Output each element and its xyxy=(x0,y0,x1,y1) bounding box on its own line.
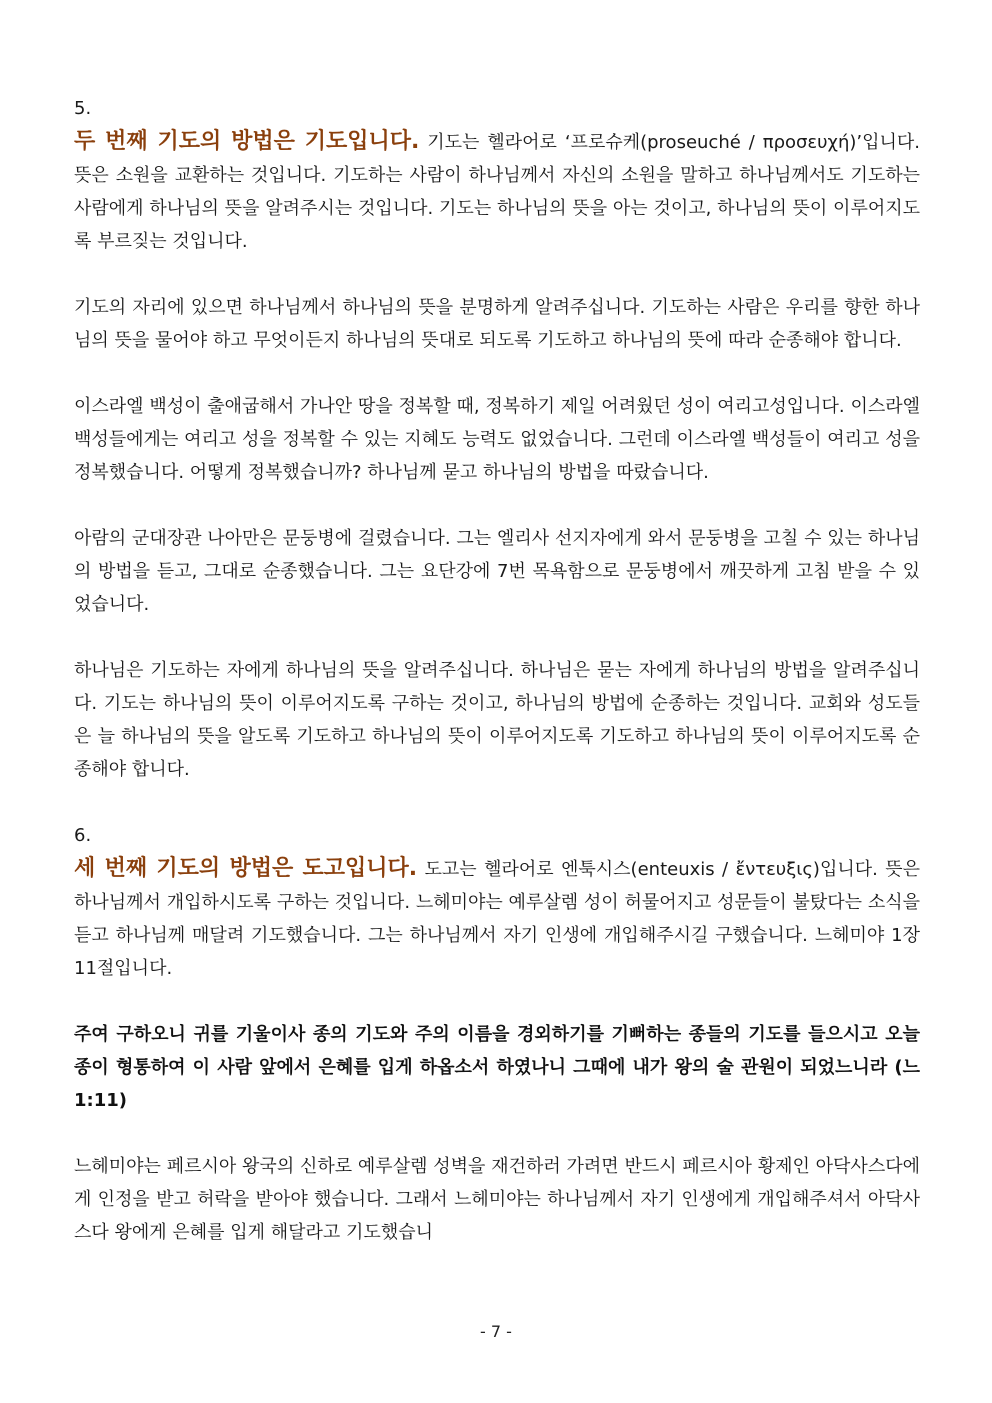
document-page xyxy=(74,92,920,1249)
body-paragraph: 이스라엘 백성이 출애굽해서 가나안 땅을 정복할 때, 정복하기 제일 어려웠던 성이 여리고성입니다. 이스라엘 백성들에게는 여리고 성을 정복할 수 있는 지혜도 능력도 없었습니다. 그런데 이스라엘 백성들이 여리고 성을 정복했습니다. 어떻게 정복했습니까? 하나님께 묻고 하나님의 방법을 따랐습니다. xyxy=(74,396,920,483)
body-paragraph: 기도의 자리에 있으면 하나님께서 하나님의 뜻을 분명하게 알려주십니다. 기도하는 사람은 우리를 향한 하나님의 뜻을 물어야 하고 무엇이든지 하나님의 뜻대로 되도록 기도하고 하나님의 뜻에 따라 순종해야 합니다. xyxy=(74,297,920,351)
scripture-quote: 주여 구하오니 귀를 기울이사 종의 기도와 주의 이름을 경외하기를 기뻐하는 종들의 기도를 들으시고 오늘 종이 형통하여 이 사람 앞에서 은혜를 입게 하옵소서 하였나니 그때에 내가 왕의 술 관원이 되었느니라 (느 1:11) xyxy=(74,1024,920,1111)
section-heading: 세 번째 기도의 방법은 도고입니다. xyxy=(74,856,418,881)
page-number: - 7 - xyxy=(480,1322,512,1341)
section-number: 6. xyxy=(74,825,92,846)
section-heading: 두 번째 기도의 방법은 기도입니다. xyxy=(74,129,420,154)
section-intro-text: 도고는 헬라어로 엔툭시스(enteuxis / ἔντευξις)입니다. 뜻은 하나님께서 개입하시도록 구하는 것입니다. 느헤미야는 예루살렘 성이 허물어지고 성문들이 불탔다는 소식을 듣고 하나님께 매달려 기도했습니다. 그는 하나님께서 자기 인생에 개입해주시길 구했습니다. 느헤미야 1장 11절입니다. xyxy=(74,859,920,979)
body-paragraph: 느헤미야는 페르시아 왕국의 신하로 예루살렘 성벽을 재건하러 가려면 반드시 페르시아 황제인 아닥사스다에게 인정을 받고 허락을 받아야 했습니다. 그래서 느헤미야는 하나님께서 자기 인생에게 개입해주셔서 아닥사스다 왕에게 은혜를 입게 해달라고 기도했습니 xyxy=(74,1156,920,1243)
body-paragraph: 하나님은 기도하는 자에게 하나님의 뜻을 알려주십니다. 하나님은 묻는 자에게 하나님의 방법을 알려주십니다. 기도는 하나님의 뜻이 이루어지도록 구하는 것이고, 하나님의 방법에 순종하는 것입니다. 교회와 성도들은 늘 하나님의 뜻을 알도록 기도하고 하나님의 뜻이 이루어지도록 기도하고 하나님의 뜻이 이루어지도록 순종해야 합니다. xyxy=(74,660,920,780)
body-paragraph: 아람의 군대장관 나아만은 문둥병에 걸렸습니다. 그는 엘리사 선지자에게 와서 문둥병을 고칠 수 있는 하나님의 방법을 듣고, 그대로 순종했습니다. 그는 요단강에 7번 목욕함으로 문둥병에서 깨끗하게 고침 받을 수 있었습니다. xyxy=(74,528,920,615)
section-intro-paragraph xyxy=(74,852,920,985)
section-number: 5. xyxy=(74,98,92,119)
section-intro-paragraph xyxy=(74,125,920,258)
section-intro-text: 기도는 헬라어로 ‘프로슈케(proseuché / προσευχή)’입니다. 뜻은 소원을 교환하는 것입니다. 기도하는 사람이 하나님께서 자신의 소원을 말하고 하나님께서도 기도하는 사람에게 하나님의 뜻을 알려주시는 것입니다. 기도는 하나님의 뜻을 아는 것이고, 하나님의 뜻이 이루어지도록 부르짖는 것입니다. xyxy=(74,132,920,252)
